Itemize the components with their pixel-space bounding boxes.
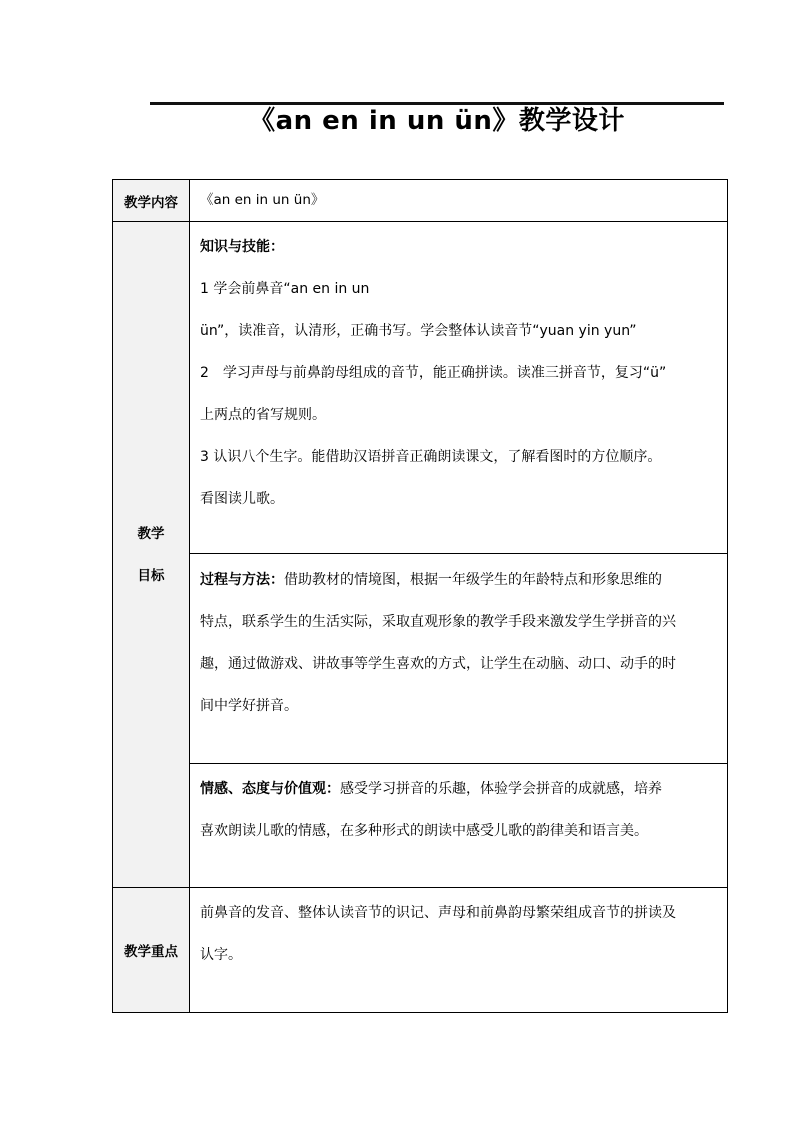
goal-emotion-line: 感受学习拼音的乐趣，体验学会拼音的成就感，培养	[340, 781, 662, 797]
goals-label	[113, 222, 190, 888]
goal-process-heading: 过程与方法：	[200, 572, 284, 588]
table-row-goal-emotion	[113, 764, 728, 888]
key-points-line: 前鼻音的发音、整体认读音节的识记、声母和前鼻韵母繁荣组成音节的拼读及	[200, 905, 676, 921]
goal-emotion-heading: 情感、态度与价值观：	[200, 781, 340, 797]
table-row-goal-knowledge	[113, 222, 728, 554]
content-value: 《an en in un ün》	[190, 180, 728, 222]
goal-process-line: 趣，通过做游戏、讲故事等学生喜欢的方式，让学生在动脑、动口、动手的时	[200, 656, 676, 672]
goal-knowledge-line: 上两点的省写规则。	[200, 407, 326, 423]
goal-knowledge-cell	[190, 222, 728, 554]
goal-emotion-cell	[190, 764, 728, 888]
goal-knowledge-line: 1 学会前鼻音“an en in un	[200, 281, 370, 297]
table-row-goal-process	[113, 554, 728, 764]
key-points-cell	[190, 888, 728, 1013]
table-row-key-points	[113, 888, 728, 1013]
key-points-label: 教学重点	[113, 888, 190, 1013]
goal-process-cell	[190, 554, 728, 764]
goal-knowledge-line: 2 学习声母与前鼻韵母组成的音节，能正确拼读。读准三拼音节，复习“ü”	[200, 365, 667, 381]
goal-knowledge-heading: 知识与技能：	[200, 239, 284, 255]
lesson-plan-table	[112, 179, 728, 1013]
content-label: 教学内容	[113, 180, 190, 222]
goal-knowledge-line: 看图读儿歌。	[200, 491, 284, 507]
goal-process-line: 间中学好拼音。	[200, 698, 298, 714]
table-row-content	[113, 180, 728, 222]
goal-knowledge-line: ün”，读准音，认清形，正确书写。学会整体认读音节“yuan yin yun”	[200, 323, 637, 339]
goals-label-line1: 教学	[137, 525, 165, 542]
goal-knowledge-line: 3 认识八个生字。能借助汉语拼音正确朗读课文，了解看图时的方位顺序。	[200, 449, 662, 465]
goal-process-line: 特点，联系学生的生活实际，采取直观形象的教学手段来激发学生学拼音的兴	[200, 614, 676, 630]
goals-label-line2: 目标	[137, 567, 165, 584]
key-points-line: 认字。	[200, 947, 242, 963]
goal-process-line: 借助教材的情境图，根据一年级学生的年龄特点和形象思维的	[284, 572, 662, 588]
goal-emotion-line: 喜欢朗读儿歌的情感，在多种形式的朗读中感受儿歌的韵律美和语言美。	[200, 823, 648, 839]
document-title: 《an en in un ün》教学设计	[249, 106, 625, 136]
